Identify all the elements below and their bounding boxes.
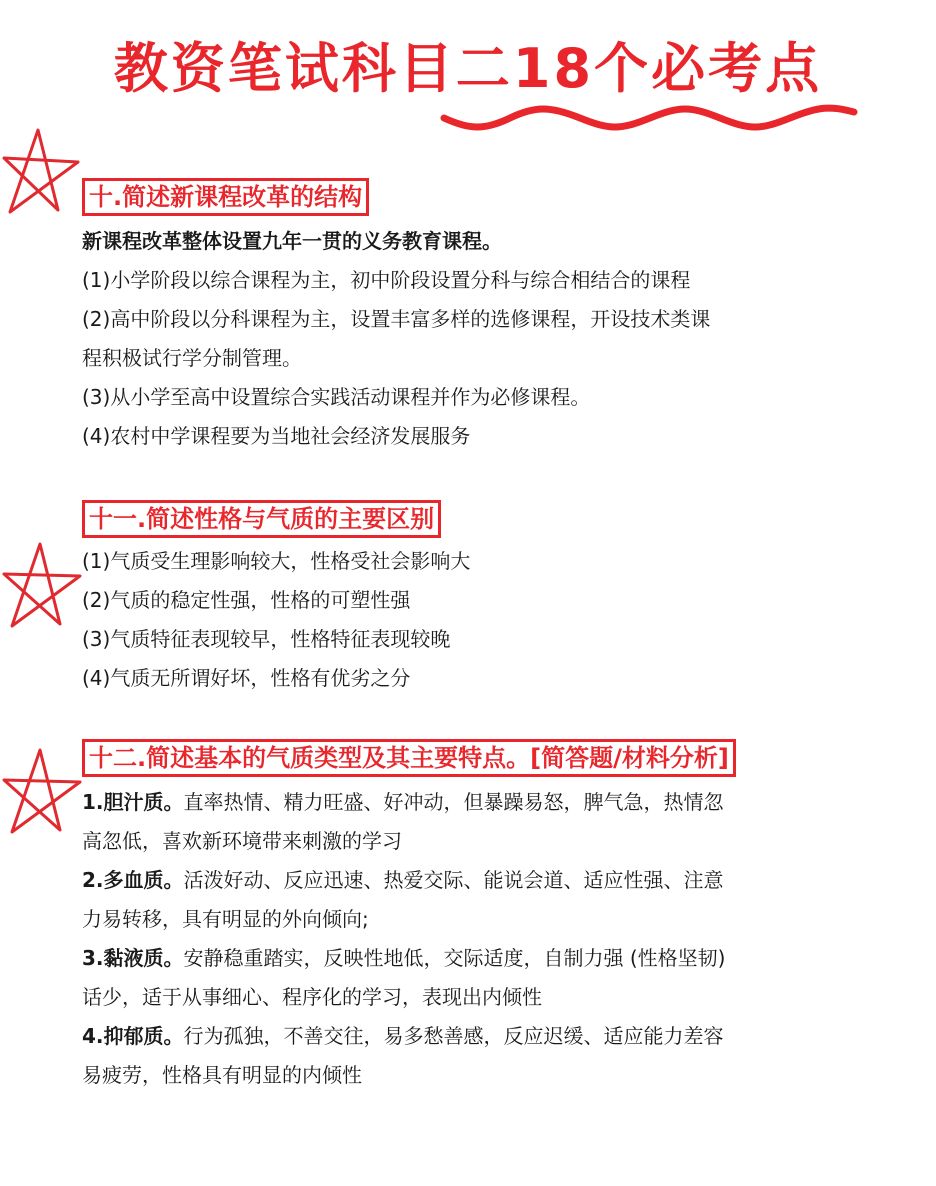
- item-term: 3.黏液质。: [82, 946, 184, 970]
- item-continuation: 易疲劳，性格具有明显的内倾性: [82, 1063, 362, 1087]
- text-line: 程积极试行学分制管理。: [82, 346, 302, 370]
- wave-underline-decoration: [440, 104, 860, 134]
- list-item: [82, 861, 872, 900]
- item-text: 安静稳重踏实，反映性地低，交际适度，自制力强 (性格坚韧): [183, 946, 726, 970]
- text-line: (2)气质的稳定性强，性格的可塑性强: [82, 588, 411, 612]
- item-term: 4.抑郁质。: [82, 1024, 184, 1048]
- list-item: [82, 783, 872, 822]
- section-temperament-types: [82, 739, 872, 1095]
- text-line: (3)从小学至高中设置综合实践活动课程并作为必修课程。: [82, 385, 591, 409]
- item-text: 行为孤独，不善交往，易多愁善感，反应迟缓、适应能力差容: [183, 1024, 724, 1048]
- text-line: (3)气质特征表现较早，性格特征表现较晚: [82, 627, 451, 651]
- item-continuation: 话少，适于从事细心、程序化的学习，表现出内倾性: [82, 985, 542, 1009]
- text-line: (4)农村中学课程要为当地社会经济发展服务: [82, 424, 471, 448]
- item-term: 1.胆汁质。: [82, 790, 184, 814]
- star-mark-icon: [0, 746, 84, 838]
- text-line: (4)气质无所谓好坏，性格有优劣之分: [82, 666, 411, 690]
- section-heading: 十.简述新课程改革的结构: [82, 178, 369, 216]
- star-mark-icon: [0, 540, 84, 632]
- text-line: (2)高中阶段以分科课程为主，设置丰富多样的选修课程，开设技术类课: [82, 307, 711, 331]
- list-item: [82, 939, 872, 978]
- text-line: (1)气质受生理影响较大，性格受社会影响大: [82, 549, 471, 573]
- section-heading: 十一.简述性格与气质的主要区别: [82, 500, 441, 538]
- section-curriculum-reform: [82, 178, 872, 456]
- text-line: 新课程改革整体设置九年一贯的义务教育课程。: [82, 229, 502, 253]
- item-text: 直率热情、精力旺盛、好冲动，但暴躁易怒，脾气急，热情忽: [183, 790, 724, 814]
- item-text: 活泼好动、反应迅速、热爱交际、能说会道、适应性强、注意: [183, 868, 724, 892]
- text-line: (1)小学阶段以综合课程为主，初中阶段设置分科与综合相结合的课程: [82, 268, 691, 292]
- item-continuation: 高忽低，喜欢新环境带来刺激的学习: [82, 829, 402, 853]
- list-item: [82, 1017, 872, 1056]
- section-personality-temperament: [82, 500, 872, 698]
- page-title: 教资笔试科目二18个必考点: [113, 37, 823, 100]
- section-heading: 十二.简述基本的气质类型及其主要特点。[简答题/材料分析]: [82, 739, 736, 777]
- item-term: 2.多血质。: [82, 868, 184, 892]
- item-continuation: 力易转移，具有明显的外向倾向;: [82, 907, 369, 931]
- star-mark-icon: [0, 126, 82, 218]
